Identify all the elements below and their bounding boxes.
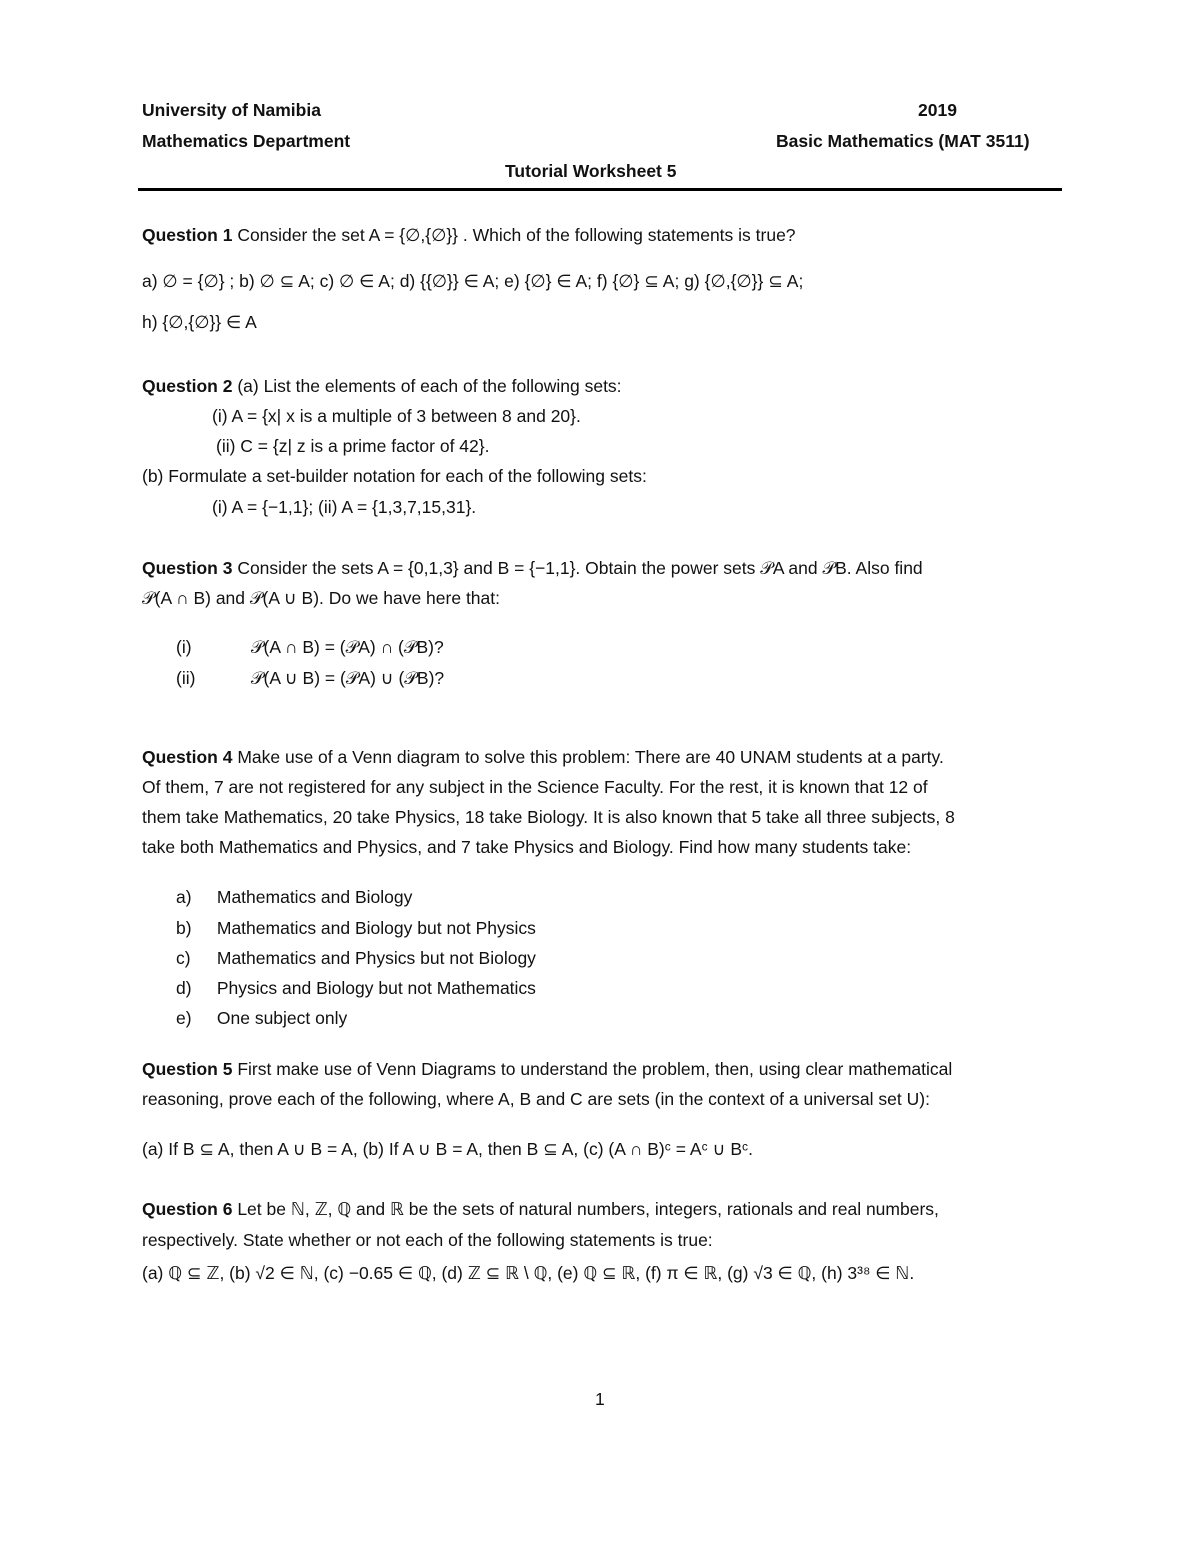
question-4-line-4: take both Mathematics and Physics, and 7 take Physics and Biology. Find how many students take: <box>142 837 912 857</box>
question-1-options-line: a) ∅ = {∅} ; b) ∅ ⊆ A; c) ∅ ∈ A; d) {{∅}} ∈ A; e) {∅} ∈ A; f) {∅} ⊆ A; g) {∅,{∅}} ⊆ A; <box>142 271 804 291</box>
question-5-line-2: reasoning, prove each of the following, where A, B and C are sets (in the context of a universal set U): <box>142 1089 930 1109</box>
question-1-intro <box>142 224 796 246</box>
question-5-text: First make use of Venn Diagrams to understand the problem, then, using clear mathematical <box>237 1059 953 1079</box>
question-6-intro <box>142 1198 939 1220</box>
list-item <box>176 1007 347 1029</box>
list-item <box>176 977 536 999</box>
item-text: Mathematics and Biology <box>216 887 413 907</box>
question-1-heading: Question 1 <box>142 225 233 245</box>
question-2-b-items: (i) A = {−1,1}; (ii) A = {1,3,7,15,31}. <box>212 497 477 517</box>
item-label: a) <box>176 887 192 907</box>
question-3-intro <box>142 557 923 579</box>
question-3-line-2: 𝒫(A ∩ B) and 𝒫(A ∪ B). Do we have here that: <box>142 588 500 608</box>
item-label: b) <box>176 918 192 938</box>
question-1-text: Consider the set A = {∅,{∅}} . Which of the following statements is true? <box>237 225 796 245</box>
question-2-text: (a) List the elements of each of the following sets: <box>237 376 622 396</box>
question-4-text: Make use of a Venn diagram to solve this problem: There are 40 UNAM students at a party. <box>237 747 944 767</box>
question-6-text: Let be ℕ, ℤ, ℚ and ℝ be the sets of natural numbers, integers, rationals and real numbers, <box>237 1199 939 1219</box>
year: 2019 <box>918 100 957 120</box>
question-6-line-3: (a) ℚ ⊆ ℤ, (b) √2 ∈ ℕ, (c) −0.65 ∈ ℚ, (d) ℤ ⊆ ℝ \ ℚ, (e) ℚ ⊆ ℝ, (f) π ∈ ℝ, (g) √3 ∈ ℚ, (h) 3³⁸ ∈ ℕ. <box>142 1263 915 1283</box>
page-number: 1 <box>595 1389 605 1409</box>
item-text: One subject only <box>216 1008 348 1028</box>
question-3-item-ii <box>176 667 444 689</box>
university-name: University of Namibia <box>142 100 321 120</box>
question-1-options-line-2: h) {∅,{∅}} ∈ A <box>142 312 257 332</box>
question-5-heading: Question 5 <box>142 1059 233 1079</box>
course-name: Basic Mathematics (MAT 3511) <box>776 131 1030 151</box>
worksheet-title: Tutorial Worksheet 5 <box>505 161 677 181</box>
question-2-a-i: (i) A = {x| x is a multiple of 3 between 8 and 20}. <box>212 406 581 426</box>
question-5-line-3: (a) If B ⊆ A, then A ∪ B = A, (b) If A ∪ B = A, then B ⊆ A, (c) (A ∩ B)ᶜ = Aᶜ ∪ Bᶜ. <box>142 1139 754 1159</box>
department-name: Mathematics Department <box>142 131 351 151</box>
question-3-text: Consider the sets A = {0,1,3} and B = {−1,1}. Obtain the power sets 𝒫A and 𝒫B. Also find <box>237 558 923 578</box>
question-4-line-3: them take Mathematics, 20 take Physics, 18 take Biology. It is also known that 5 take all three subjects, 8 <box>142 807 955 827</box>
question-5-intro <box>142 1058 952 1080</box>
list-item <box>176 917 536 939</box>
question-4-heading: Question 4 <box>142 747 233 767</box>
item-expression: 𝒫(A ∪ B) = (𝒫A) ∪ (𝒫B)? <box>250 668 445 688</box>
list-item <box>176 947 536 969</box>
item-label: (ii) <box>176 668 196 688</box>
item-label: e) <box>176 1008 192 1028</box>
item-label: (i) <box>176 637 192 657</box>
question-6-heading: Question 6 <box>142 1199 233 1219</box>
question-6-line-2: respectively. State whether or not each of the following statements is true: <box>142 1230 713 1250</box>
question-2-heading: Question 2 <box>142 376 233 396</box>
question-4-intro <box>142 746 944 768</box>
question-2-b: (b) Formulate a set-builder notation for each of the following sets: <box>142 466 647 486</box>
question-2-intro <box>142 375 622 397</box>
question-3-heading: Question 3 <box>142 558 233 578</box>
header-divider <box>138 188 1062 191</box>
item-label: c) <box>176 948 191 968</box>
question-3-item-i <box>176 636 444 658</box>
item-text: Mathematics and Physics but not Biology <box>216 948 536 968</box>
item-expression: 𝒫(A ∩ B) = (𝒫A) ∩ (𝒫B)? <box>250 637 444 657</box>
question-4-line-2: Of them, 7 are not registered for any subject in the Science Faculty. For the rest, it is known that 12 of <box>142 777 928 797</box>
list-item <box>176 886 412 908</box>
question-2-a-ii: (ii) C = {z| z is a prime factor of 42}. <box>216 436 490 456</box>
item-label: d) <box>176 978 192 998</box>
item-text: Physics and Biology but not Mathematics <box>216 978 536 998</box>
item-text: Mathematics and Biology but not Physics <box>216 918 536 938</box>
